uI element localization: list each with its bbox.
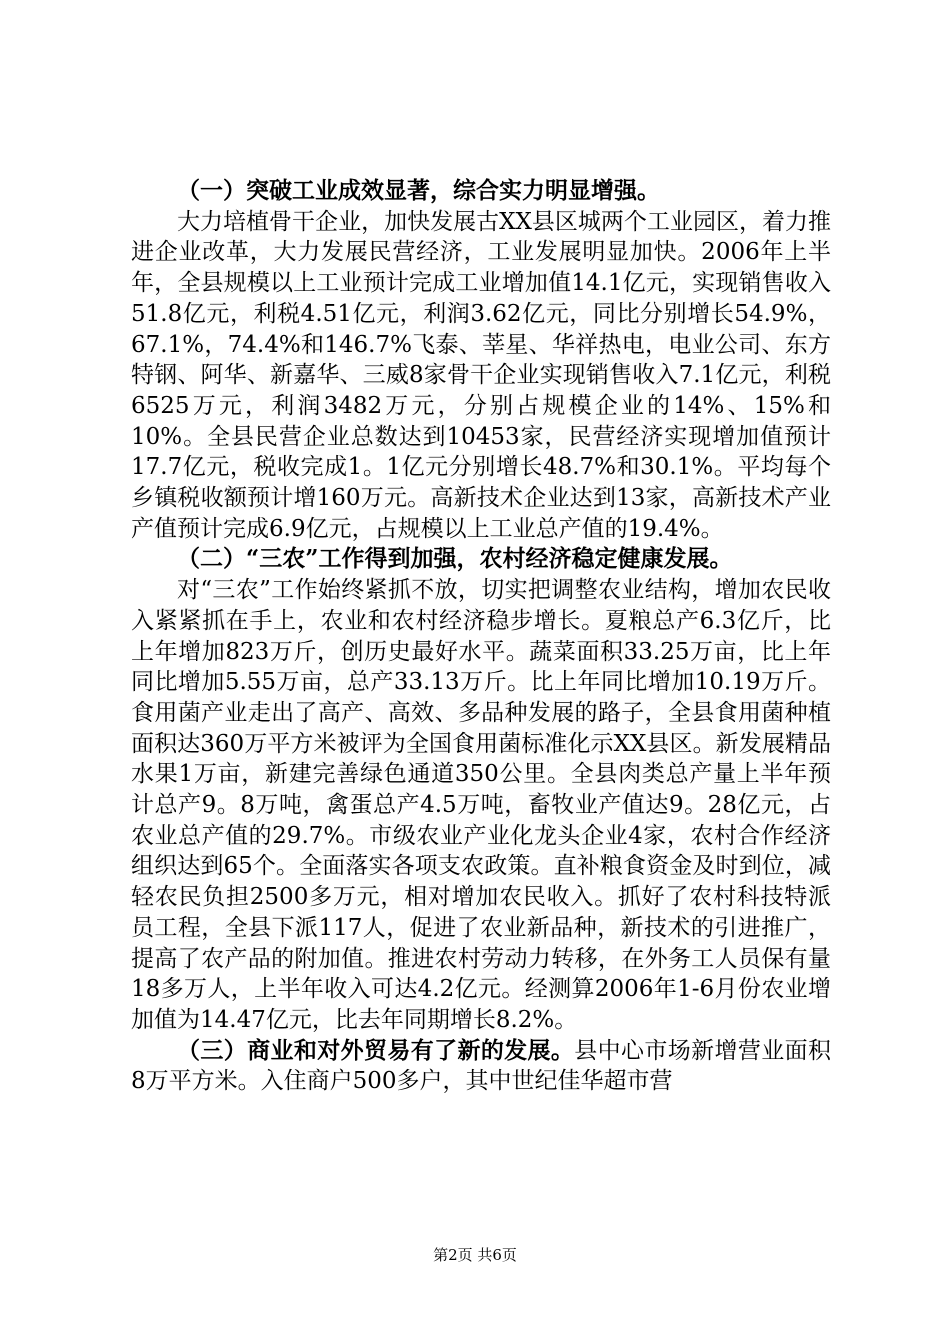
section-3-paragraph	[131, 1036, 831, 1097]
section-2-heading: （二）“三农”工作得到加强，农村经济稳定健康发展。	[177, 545, 733, 573]
section-3-heading: （三）商业和对外贸易有了新的发展。	[177, 1036, 575, 1064]
section-2-paragraph: 对“三农”工作始终紧抓不放，切实把调整农业结构，增加农民收入紧紧抓在手上，农业和农村经济稳步增长。夏粮总产6.3亿斤，比上年增加823万斤，创历史最好水平。蔬菜面积33.25万亩，比上年同比增加5.55万亩，总产33.13万斤。比上年同比增加10.19万斤。食用菌产业走出了高产、高效、多品种发展的路子，全县食用菌种植面积达360万平方米被评为全国食用菌标准化示XX县区。新发展精品水果1万亩，新建完善绿色通道350公里。全县肉类总产量上半年预计总产9。8万吨，禽蛋总产4.5万吨，畜牧业产值达9。28亿元，占农业总产值的29.7%。市级农业产业化龙头企业4家，农村合作经济组织达到65个。全面落实各项支农政策。直补粮食资金及时到位，减轻农民负担2500多万元，相对增加农民收入。抓好了农村科技特派员工程，全县下派117人，促进了农业新品种，新技术的引进推广，提高了农产品的附加值。推进农村劳动力转移，在外务工人员保有量18多万人，上半年收入可达4.2亿元。经测算2006年1-6月份农业增加值为14.47亿元，比去年同期增长8.2%。	[131, 577, 831, 1033]
section-1-paragraph: 大力培植骨干企业，加快发展古XX县区城两个工业园区，着力推进企业改革，大力发展民营经济，工业发展明显加快。2006年上半年，全县规模以上工业预计完成工业增加值14.1亿元，实现销售收入51.8亿元，利税4.51亿元，利润3.62亿元，同比分别增长54.9%，67.1%，74.4%和146.7%飞泰、莘星、华祥热电，电业公司、东方特钢、阿华、新嘉华、三威8家骨干企业实现销售收入7.1亿元，利税6525万元，利润3482万元，分别占规模企业的14%、15%和10%。全县民营企业总数达到10453家，民营经济实现增加值预计17.7亿元，税收完成1。1亿元分别增长48.7%和30.1%。平均每个乡镇税收额预计增160万元。高新技术企业达到13家，高新技术产业产值预计完成6.9亿元，占规模以上工业总产值的19.4%。	[131, 208, 831, 542]
document-body	[131, 176, 831, 1097]
section-3-body: 县中心市场新增营业面积8万平方米。入住商户500多户，其中世纪佳华超市营	[131, 1037, 832, 1095]
section-1-heading: （一）突破工业成效显著，综合实力明显增强。	[177, 177, 660, 204]
page-footer: 第2页 共6页	[433, 1246, 517, 1264]
